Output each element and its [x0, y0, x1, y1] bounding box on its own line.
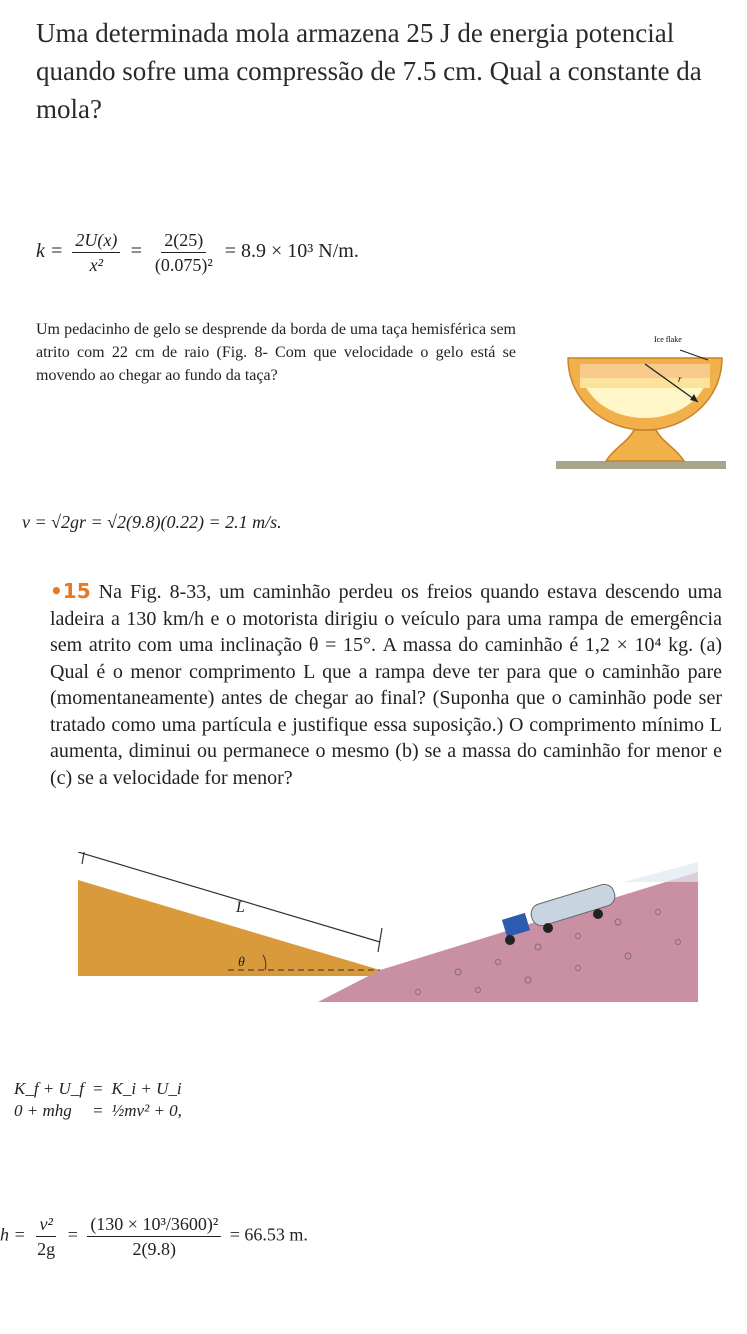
ice-flake-label: Ice flake — [654, 335, 682, 344]
bowl-stand — [606, 430, 684, 461]
ramp-length-label: L — [236, 899, 245, 916]
energy-row-2-eq: = — [92, 1101, 104, 1120]
energy-row-1-eq: = — [92, 1079, 104, 1098]
fraction-2 — [152, 228, 216, 277]
height-fraction-2 — [87, 1212, 221, 1261]
formula-velocity: v = √2gr = √2(9.8)(0.22) = 2.1 m/s. — [22, 512, 282, 532]
energy-table — [14, 1078, 190, 1122]
ramp-base — [78, 970, 380, 976]
ramp-figure — [78, 852, 698, 1002]
question-truck-text — [50, 578, 722, 791]
ramp-slope — [78, 880, 380, 970]
fraction-1-numerator: 2U(x) — [72, 228, 120, 253]
height-equals: = — [66, 1224, 79, 1245]
height-fraction-2-denominator: 2(9.8) — [132, 1239, 177, 1259]
formula-lhs: k = — [36, 240, 64, 263]
truck-wheel-middle — [543, 923, 553, 933]
fraction-2-numerator: 2(25) — [161, 228, 206, 253]
formula-energy-conservation — [14, 1078, 190, 1122]
bowl-ground — [556, 461, 726, 469]
fraction-1 — [72, 228, 120, 277]
formula-height — [0, 1212, 308, 1261]
formula-spring-constant — [36, 228, 359, 277]
fraction-2-denominator: (0.075)² — [154, 255, 213, 275]
energy-row-1-right: K_i + U_i — [111, 1079, 182, 1098]
height-fraction-1-numerator: v² — [36, 1212, 55, 1237]
radius-label: r — [678, 374, 682, 384]
energy-row-1 — [14, 1078, 190, 1100]
bowl-band-1 — [580, 364, 710, 378]
height-result: = 66.53 m. — [229, 1224, 308, 1245]
fraction-1-denominator: x² — [89, 255, 104, 275]
height-fraction-1 — [34, 1212, 58, 1261]
formula-result: = 8.9 × 10³ N/m. — [224, 240, 359, 263]
height-fraction-2-numerator: (130 × 10³/3600)² — [87, 1212, 221, 1237]
energy-row-2-right: ½mv² + 0, — [111, 1101, 182, 1120]
truck-wheel-front — [505, 935, 515, 945]
bowl-figure — [556, 330, 726, 482]
question-truck-body: Na Fig. 8-33, um caminhão perdeu os freios quando estava descendo uma ladeira a 130 km/h e o motorista dirigiu o veículo para uma rampa de emergência sem atrito com uma inclinação θ = 15°. A massa do caminhão é 1,2 × 10⁴ kg. (a) Qual é o menor comprimento L que a rampa deve ter para que o caminhão pare (momentaneamente) antes de chegar ao final? (Suponha que o caminhão pode ser tratado como uma partícula e justifique essa suposição.) O comprimento mínimo L aumenta, diminui ou permanece o mesmo (b) se a massa do caminhão for menor e (c) se a velocidade for menor? — [50, 581, 722, 789]
height-lhs: h = — [0, 1224, 26, 1245]
energy-row-2 — [14, 1100, 190, 1122]
question-ice-flake-text: Um pedacinho de gelo se desprende da borda de uma taça hemisférica sem atrito com 22 cm de raio (Fig. 8- Com que velocidade o gelo está se movendo ao chegar ao fundo da taça? — [36, 321, 516, 384]
length-tick-right — [378, 928, 382, 952]
truck-wheel-rear — [593, 909, 603, 919]
formula-equals: = — [129, 240, 143, 263]
height-fraction-1-denominator: 2g — [37, 1239, 56, 1259]
energy-row-2-left: 0 + mhg — [14, 1101, 72, 1120]
energy-row-1-left: K_f + U_f — [14, 1079, 85, 1098]
question-spring-text: Uma determinada mola armazena 25 J de energia potencial quando sofre uma compressão de 7.5 cm. Qual a constante da mola? — [36, 18, 702, 124]
problem-number: •15 — [50, 579, 91, 603]
bowl-band-2 — [580, 378, 710, 388]
truck-motion-blur — [623, 862, 698, 882]
theta-label: θ — [238, 955, 245, 970]
